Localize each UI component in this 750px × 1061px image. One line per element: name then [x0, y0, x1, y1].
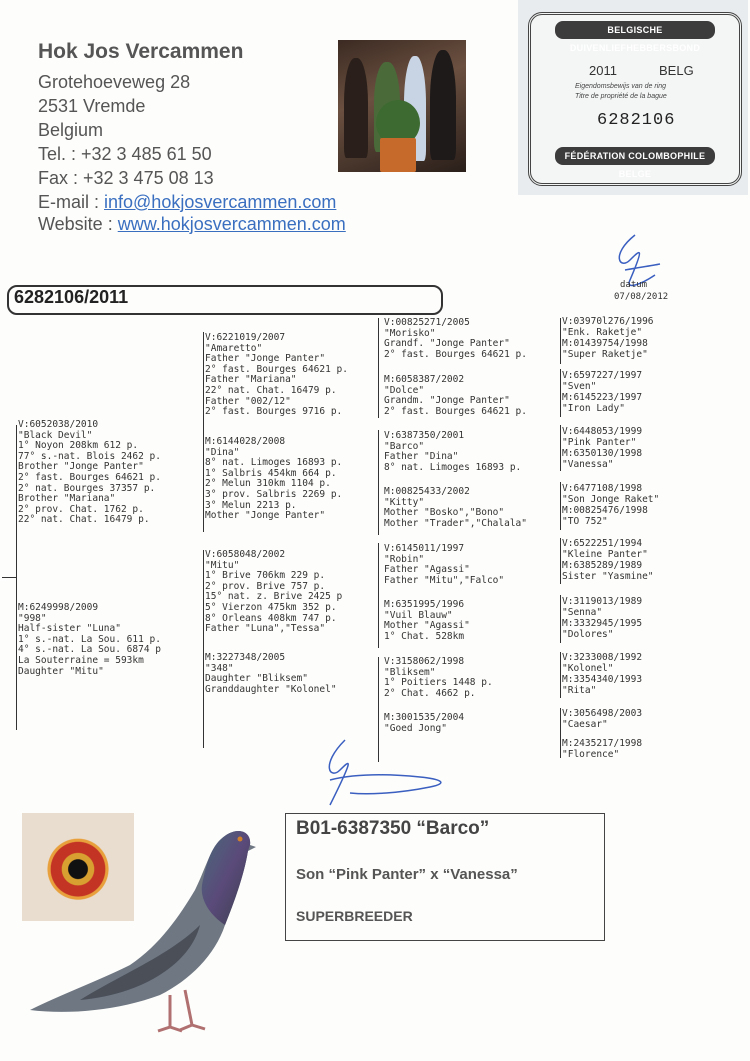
gen4-block: V:3233008/1992 "Kolonel"	[562, 652, 643, 674]
gen2-block: V:6221019/2007 "Amaretto" Father "Jonge Panter" 2° fast. Bourges 64621 p. Father "Mariana" 22° nat. Chat. 16479 p. Father "002/12" 2° fast. Bourges 9716 p.	[205, 332, 348, 418]
gen3-block: M:6351995/1996 "Vuil Blauw" Mother "Agassi" 1° Chat. 528km	[384, 599, 470, 642]
gen3-block: M:3001535/2004 "Goed Jong"	[384, 712, 465, 734]
connector	[203, 332, 204, 532]
loft-name: Hok Jos Vercammen	[38, 40, 244, 63]
email-label: E-mail :	[38, 192, 105, 212]
gen4-block: V:6477108/1998 "Son Jonge Raket"	[562, 483, 660, 505]
sire-block: V:6052038/2010 "Black Devil" 1° Noyon 208km 612 p. 77° s.-nat. Blois 2462 p. Brother "Jonge Panter" 2° fast. Bourges 64621 p. 2° nat. Bourges 37357 p. Brother "Mariana" 2° prov. Chat. 1762 p. 22° nat. Chat. 16479 p.	[18, 419, 161, 526]
address-country: Belgium	[38, 120, 104, 140]
connector	[378, 430, 379, 535]
website-line	[38, 212, 346, 236]
connector	[560, 595, 561, 643]
connector	[378, 318, 379, 418]
connector	[16, 425, 17, 730]
gen4-block: V:3056498/2003 "Caesar"	[562, 708, 643, 730]
cert-line-1: Eigendomsbewijs van de ring	[575, 83, 667, 90]
email-link[interactable]: info@hokjosvercammen.com	[104, 192, 337, 212]
gen4-block: M:3354340/1993 "Rita"	[562, 674, 643, 696]
connector	[560, 425, 561, 471]
feature-parents: Son “Pink Panter” x “Vanessa”	[296, 866, 518, 883]
cert-bottom-band: FÉDÉRATION COLOMBOPHILE BELGE	[555, 147, 715, 165]
gen2-block: M:3227348/2005 "348" Daughter "Bliksem" Granddaughter "Kolonel"	[205, 652, 337, 695]
gen4-block: M:01439754/1998 "Super Raketje"	[562, 338, 648, 360]
team-photo	[338, 40, 466, 172]
gen3-block: V:00825271/2005 "Morisko" Grandf. "Jonge Panter" 2° fast. Bourges 64621 p.	[384, 317, 527, 360]
gen3-block: V:6387350/2001 "Barco" Father "Dina" 8° nat. Limoges 16893 p.	[384, 430, 522, 473]
connector	[560, 369, 561, 417]
cert-ring-number: 6282106	[597, 111, 676, 130]
gen2-block: M:6144028/2008 "Dina" 8° nat. Limoges 16893 p. 1° Salbris 454km 664 p. 2° Melun 310km 1104 p. 3° prov. Salbris 2269 p. 3° Melun 2213 p. Mother "Jonge Panter"	[205, 436, 343, 522]
gen3-block: V:3158062/1998 "Bliksem" 1° Poitiers 1448 p. 2° Chat. 4662 p.	[384, 656, 493, 699]
signature-bottom	[300, 735, 460, 815]
connector	[560, 652, 561, 698]
fax: Fax : +32 3 475 08 13	[38, 168, 214, 188]
gen3-block: M:00825433/2002 "Kitty" Mother "Bosko","Bono" Mother "Trader","Chalala"	[384, 486, 527, 529]
gen4-block: M:6145223/1997 "Iron Lady"	[562, 392, 643, 414]
gen4-block: M:2435217/1998 "Florence"	[562, 738, 643, 760]
website-link[interactable]: www.hokjosvercammen.com	[117, 214, 346, 234]
ring-title: 6282106/2011	[14, 287, 129, 307]
email-line	[38, 190, 336, 214]
connector	[378, 543, 379, 648]
gen4-block: V:6597227/1997 "Sven"	[562, 370, 643, 392]
website-label: Website :	[38, 214, 118, 234]
gen4-block: M:6385289/1989 Sister "Yasmine"	[562, 560, 654, 582]
gen4-block: V:6448053/1999 "Pink Panter"	[562, 426, 643, 448]
gen3-block: M:6058387/2002 "Dolce" Grandm. "Jonge Panter" 2° fast. Bourges 64621 p.	[384, 374, 527, 417]
connector	[560, 708, 561, 758]
gen4-block: M:6350130/1998 "Vanessa"	[562, 448, 643, 470]
gen4-block: V:3119013/1989 "Senna"	[562, 596, 643, 618]
address-street: Grotehoeveweg 28	[38, 72, 191, 92]
cert-country-code: BELG	[659, 63, 694, 78]
datum-value: 07/08/2012	[614, 292, 669, 302]
cert-top-band: BELGISCHE DUIVENLIEFHEBBERSBOND	[555, 21, 715, 39]
gen4-block: M:00825476/1998 "TO 752"	[562, 505, 648, 527]
address-city: 2531 Vremde	[38, 96, 146, 116]
connector	[203, 550, 204, 748]
pigeon-photo	[20, 805, 280, 1050]
feature-title: B01-6387350 “Barco”	[296, 818, 490, 839]
gen3-block: V:6145011/1997 "Robin" Father "Agassi" Father "Mitu","Falco"	[384, 543, 505, 586]
datum-label: datum	[620, 280, 648, 290]
gen4-block: M:3332945/1995 "Dolores"	[562, 618, 643, 640]
connector	[560, 318, 561, 364]
telephone: Tel. : +32 3 485 61 50	[38, 144, 212, 164]
dam-block: M:6249998/2009 "998" Half-sister "Luna" 1° s.-nat. La Sou. 611 p. 4° s.-nat. La Sou. 6874 p La Souterraine = 593km Daughter "Mitu"	[18, 602, 161, 677]
gen2-block: V:6058048/2002 "Mitu" 1° Brive 706km 229 p. 2° prov. Brive 757 p. 15° nat. z. Brive 2425 p 5° Vierzon 475km 352 p. 8° Orleans 408km 747 p. Father "Luna","Tessa"	[205, 549, 343, 635]
gen4-block: V:03970l276/1996 "Enk. Raketje"	[562, 316, 654, 338]
cert-line-2: Titre de propriété de la bague	[575, 93, 667, 100]
ring-certificate	[518, 0, 748, 195]
cert-year: 2011	[589, 63, 617, 78]
connector	[560, 538, 561, 584]
gen4-block: V:6522251/1994 "Kleine Panter"	[562, 538, 648, 560]
connector	[560, 482, 561, 530]
connector	[2, 577, 16, 578]
feature-rating: SUPERBREEDER	[296, 908, 413, 924]
